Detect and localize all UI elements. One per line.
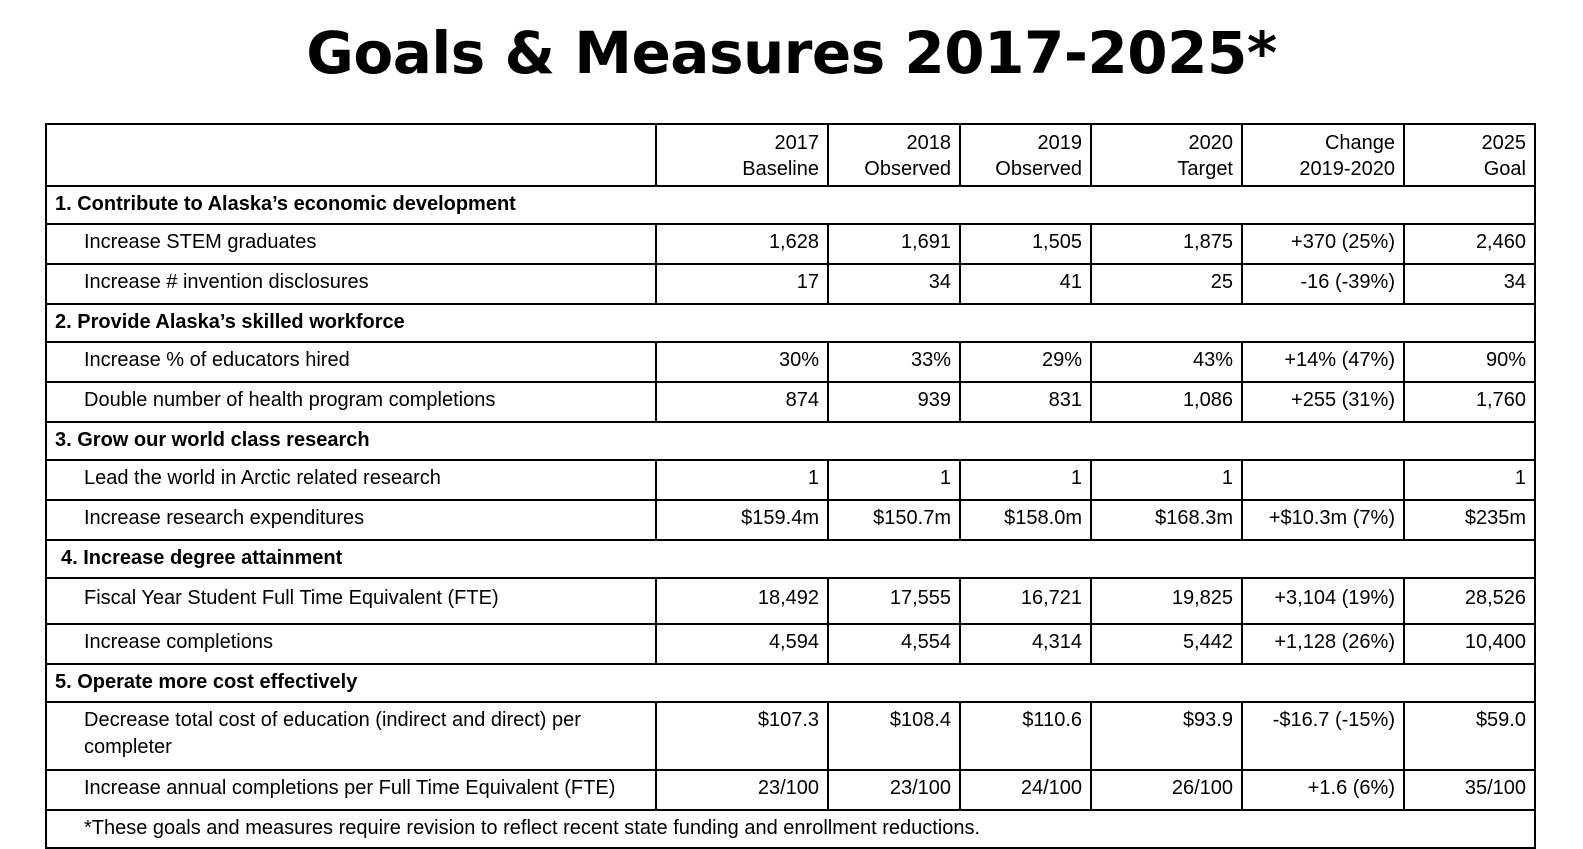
value-cell bbox=[1242, 460, 1404, 500]
table-row bbox=[46, 382, 1535, 422]
row-label: Increase completions bbox=[46, 624, 656, 664]
table-row bbox=[46, 500, 1535, 540]
row-label: Double number of health program completions bbox=[46, 382, 656, 422]
table-row bbox=[46, 770, 1535, 810]
table-row bbox=[46, 624, 1535, 664]
row-label: Increase annual completions per Full Time Equivalent (FTE) bbox=[46, 770, 656, 810]
column-header: 2020 Target bbox=[1091, 124, 1242, 186]
value-cell: 831 bbox=[960, 382, 1091, 422]
value-cell: 18,492 bbox=[656, 578, 828, 624]
value-cell: $107.3 bbox=[656, 702, 828, 770]
section-heading-row bbox=[46, 304, 1535, 342]
value-cell: 16,721 bbox=[960, 578, 1091, 624]
row-label: Decrease total cost of education (indirect and direct) per completer bbox=[46, 702, 656, 770]
table-header-row bbox=[46, 124, 1535, 186]
value-cell: 33% bbox=[828, 342, 960, 382]
value-cell: $110.6 bbox=[960, 702, 1091, 770]
value-cell: 874 bbox=[656, 382, 828, 422]
table-row bbox=[46, 578, 1535, 624]
value-cell: 34 bbox=[1404, 264, 1535, 304]
value-cell: 1,691 bbox=[828, 224, 960, 264]
section-heading: 3. Grow our world class research bbox=[46, 422, 1535, 460]
value-cell: 1 bbox=[656, 460, 828, 500]
value-cell: 29% bbox=[960, 342, 1091, 382]
section-heading-row bbox=[46, 540, 1535, 578]
value-cell: 35/100 bbox=[1404, 770, 1535, 810]
value-cell: 23/100 bbox=[656, 770, 828, 810]
column-header: 2025 Goal bbox=[1404, 124, 1535, 186]
row-label: Increase research expenditures bbox=[46, 500, 656, 540]
column-header: 2018 Observed bbox=[828, 124, 960, 186]
section-heading: 1. Contribute to Alaska’s economic development bbox=[46, 186, 1535, 224]
value-cell: 2,460 bbox=[1404, 224, 1535, 264]
goals-measures-table bbox=[45, 123, 1536, 849]
value-cell: 4,314 bbox=[960, 624, 1091, 664]
value-cell: 19,825 bbox=[1091, 578, 1242, 624]
value-cell: 10,400 bbox=[1404, 624, 1535, 664]
column-header: 2017 Baseline bbox=[656, 124, 828, 186]
section-heading: 5. Operate more cost effectively bbox=[46, 664, 1535, 702]
value-cell: $93.9 bbox=[1091, 702, 1242, 770]
row-label: Increase STEM graduates bbox=[46, 224, 656, 264]
value-cell: 24/100 bbox=[960, 770, 1091, 810]
section-heading-row bbox=[46, 664, 1535, 702]
value-cell: +$10.3m (7%) bbox=[1242, 500, 1404, 540]
value-cell: 17 bbox=[656, 264, 828, 304]
value-cell: 4,554 bbox=[828, 624, 960, 664]
value-cell: $150.7m bbox=[828, 500, 960, 540]
row-label: Fiscal Year Student Full Time Equivalent (FTE) bbox=[46, 578, 656, 624]
value-cell: $59.0 bbox=[1404, 702, 1535, 770]
value-cell: 26/100 bbox=[1091, 770, 1242, 810]
value-cell: +370 (25%) bbox=[1242, 224, 1404, 264]
value-cell: 1 bbox=[960, 460, 1091, 500]
value-cell: +255 (31%) bbox=[1242, 382, 1404, 422]
row-label: Increase % of educators hired bbox=[46, 342, 656, 382]
table-row bbox=[46, 224, 1535, 264]
value-cell: $158.0m bbox=[960, 500, 1091, 540]
value-cell: 1,628 bbox=[656, 224, 828, 264]
value-cell: 28,526 bbox=[1404, 578, 1535, 624]
page-title: Goals & Measures 2017-2025* bbox=[306, 19, 1277, 87]
value-cell: 17,555 bbox=[828, 578, 960, 624]
value-cell: +1.6 (6%) bbox=[1242, 770, 1404, 810]
value-cell: 43% bbox=[1091, 342, 1242, 382]
value-cell: 1 bbox=[828, 460, 960, 500]
value-cell: +14% (47%) bbox=[1242, 342, 1404, 382]
section-heading: 4. Increase degree attainment bbox=[46, 540, 1535, 578]
value-cell: +3,104 (19%) bbox=[1242, 578, 1404, 624]
section-heading-row bbox=[46, 422, 1535, 460]
table-row bbox=[46, 264, 1535, 304]
value-cell: 1,086 bbox=[1091, 382, 1242, 422]
section-heading-row bbox=[46, 186, 1535, 224]
value-cell: +1,128 (26%) bbox=[1242, 624, 1404, 664]
value-cell: 30% bbox=[656, 342, 828, 382]
table-row bbox=[46, 702, 1535, 770]
value-cell: -16 (-39%) bbox=[1242, 264, 1404, 304]
column-header: 2019 Observed bbox=[960, 124, 1091, 186]
value-cell: 1,505 bbox=[960, 224, 1091, 264]
row-label: Increase # invention disclosures bbox=[46, 264, 656, 304]
value-cell: 4,594 bbox=[656, 624, 828, 664]
value-cell: 1 bbox=[1091, 460, 1242, 500]
value-cell: $168.3m bbox=[1091, 500, 1242, 540]
column-header: Change 2019-2020 bbox=[1242, 124, 1404, 186]
table-row bbox=[46, 342, 1535, 382]
value-cell: 1,760 bbox=[1404, 382, 1535, 422]
value-cell: 41 bbox=[960, 264, 1091, 304]
value-cell: 34 bbox=[828, 264, 960, 304]
section-heading: 2. Provide Alaska’s skilled workforce bbox=[46, 304, 1535, 342]
footnote-row bbox=[46, 810, 1535, 848]
footnote: *These goals and measures require revision to reflect recent state funding and enrollment reductions. bbox=[46, 810, 1535, 848]
value-cell: 939 bbox=[828, 382, 960, 422]
value-cell: 25 bbox=[1091, 264, 1242, 304]
value-cell: $159.4m bbox=[656, 500, 828, 540]
value-cell: $235m bbox=[1404, 500, 1535, 540]
value-cell: 90% bbox=[1404, 342, 1535, 382]
value-cell: -$16.7 (-15%) bbox=[1242, 702, 1404, 770]
row-label: Lead the world in Arctic related research bbox=[46, 460, 656, 500]
table-row bbox=[46, 460, 1535, 500]
value-cell: 5,442 bbox=[1091, 624, 1242, 664]
value-cell: 1 bbox=[1404, 460, 1535, 500]
value-cell: 23/100 bbox=[828, 770, 960, 810]
value-cell: $108.4 bbox=[828, 702, 960, 770]
header-blank-cell bbox=[46, 124, 656, 186]
value-cell: 1,875 bbox=[1091, 224, 1242, 264]
